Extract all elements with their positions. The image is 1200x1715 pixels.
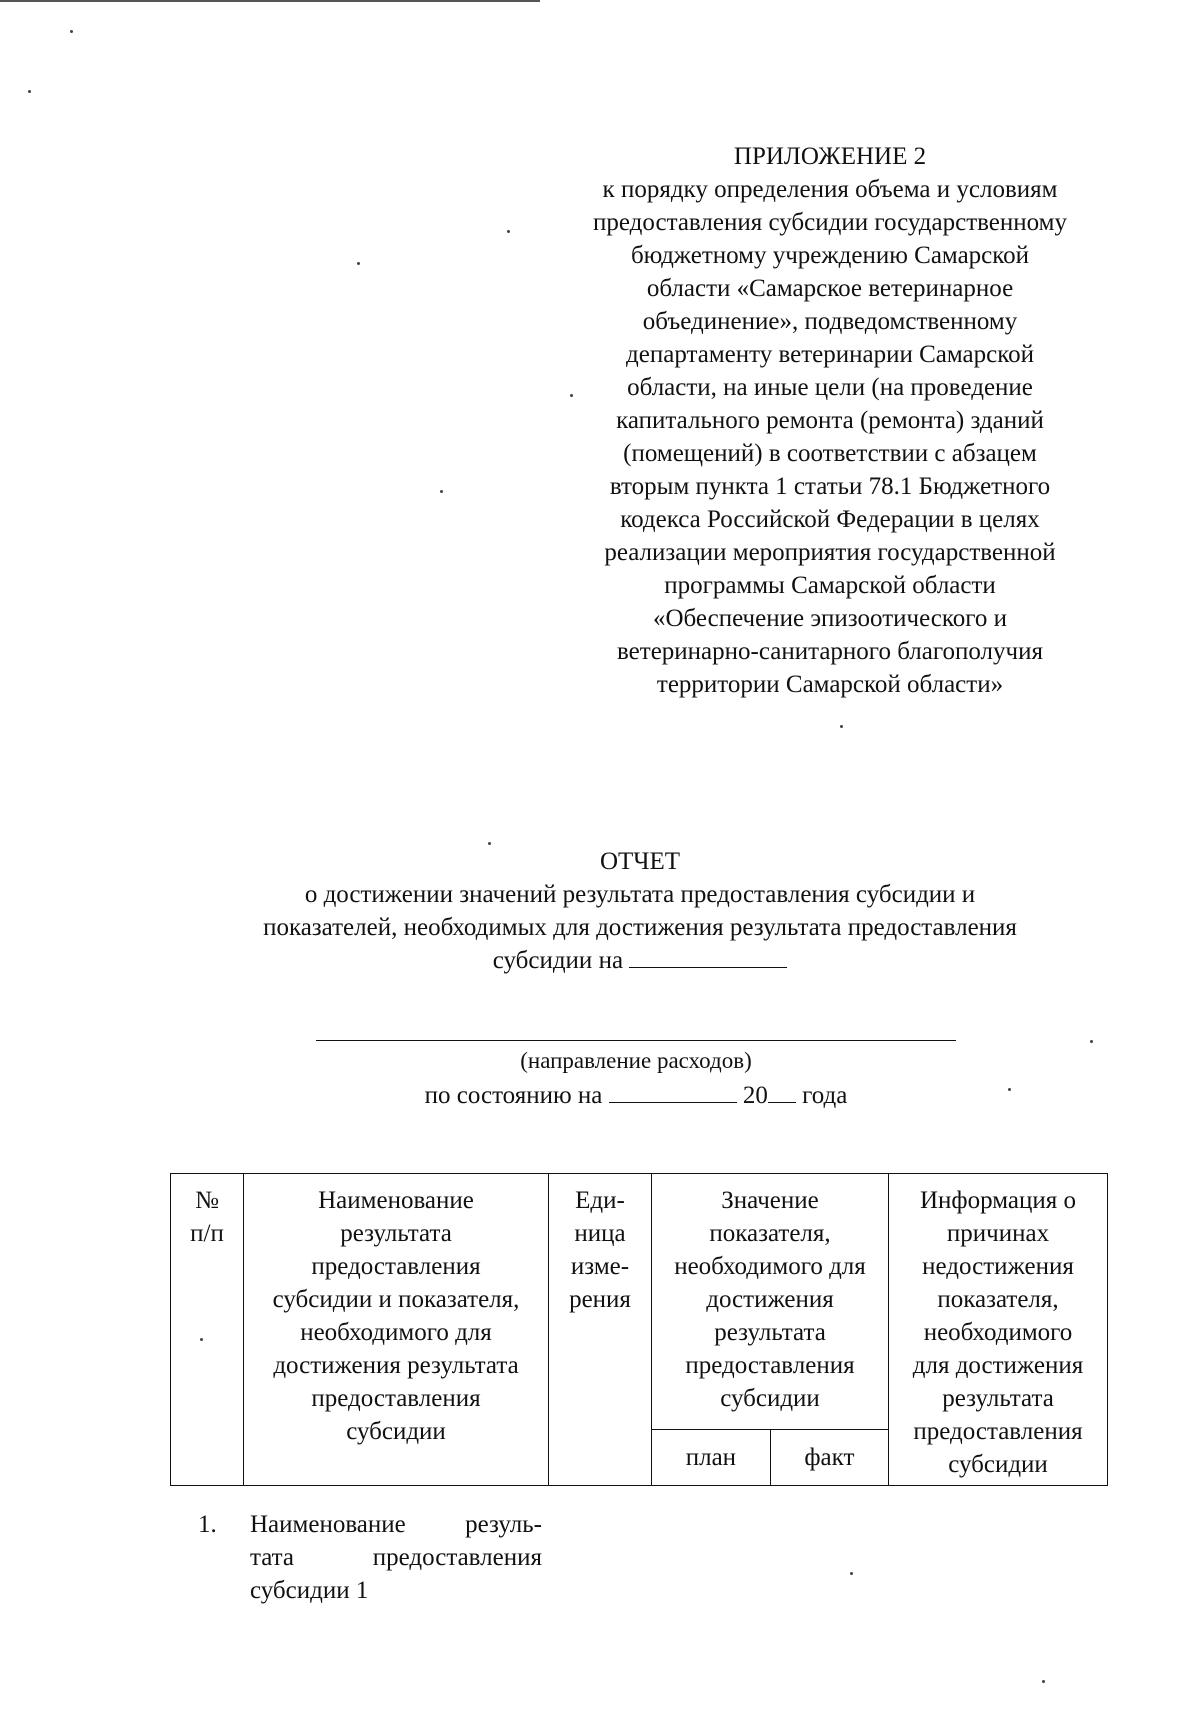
header-text: необходимого для — [674, 1253, 866, 1280]
header-plan: план — [652, 1429, 771, 1485]
appendix-line: бюджетному учреждению Самарской — [630, 242, 1030, 269]
scan-speck — [1008, 1088, 1011, 1091]
scan-speck — [28, 90, 31, 93]
header-text: предоставления — [685, 1352, 855, 1379]
header-text: для достижения — [912, 1352, 1084, 1379]
state-date-line — [316, 1080, 956, 1112]
header-text: достижения результата — [273, 1352, 519, 1379]
appendix-line: программы Самарской области — [664, 572, 996, 599]
scan-speck — [1042, 1680, 1045, 1683]
state-year-blank-field[interactable] — [768, 1080, 796, 1103]
state-date-blank-field[interactable] — [609, 1080, 737, 1103]
appendix-line: объединение», подведомственному — [642, 308, 1018, 335]
state-year-prefix: 20 — [742, 1082, 768, 1109]
state-prefix: по состоянию на — [424, 1082, 603, 1109]
report-subsidy-label: субсидии на — [492, 947, 624, 974]
header-text: Информация о — [919, 1187, 1076, 1214]
appendix-line: предоставления субсидии государственному — [593, 209, 1067, 236]
header-text: необходимого — [923, 1319, 1073, 1346]
appendix-line: кодекса Российской Федерации в целях — [620, 506, 1040, 533]
header-text: субсидии — [346, 1418, 446, 1445]
scan-speck — [357, 262, 360, 265]
list-item-line: тата предоставления — [250, 1544, 542, 1571]
appendix-line: капитального ремонта (ремонта) зданий — [616, 407, 1044, 434]
list-item-number: 1. — [198, 1511, 217, 1538]
header-text: изме- — [570, 1253, 630, 1280]
appendix-line: (помещений) в соответствии с абзацем — [623, 440, 1037, 467]
report-subtitle-line: о достижении значений результата предоставления субсидии и — [304, 881, 976, 908]
header-info — [889, 1174, 1108, 1486]
header-text: Еди- — [575, 1187, 625, 1214]
report-heading — [160, 845, 1120, 977]
header-text: субсидии — [720, 1385, 820, 1412]
appendix-description — [540, 173, 1120, 701]
scan-speck — [840, 725, 843, 728]
header-text: № — [195, 1187, 219, 1214]
header-unit — [549, 1174, 652, 1486]
header-text: предоставления — [913, 1418, 1083, 1445]
appendix-line: вторым пункта 1 статьи 78.1 Бюджетного — [609, 473, 1051, 500]
header-text: п/п — [190, 1220, 224, 1247]
appendix-line: к порядку определения объема и условиям — [602, 176, 1058, 203]
header-text: недостижения — [922, 1253, 1074, 1280]
header-num — [171, 1174, 244, 1486]
report-table — [170, 1173, 1108, 1486]
table-header-row — [171, 1174, 1108, 1430]
scan-speck — [850, 1572, 853, 1575]
appendix-line: территории Самарской области» — [656, 671, 1004, 698]
header-text: показателя, — [709, 1220, 831, 1247]
header-text: результата — [340, 1220, 452, 1247]
scan-speck — [1090, 1040, 1093, 1043]
appendix-line: области «Самарское ветеринарное — [646, 275, 1014, 302]
header-text: Значение — [721, 1187, 819, 1214]
appendix-line: ветеринарно-санитарного благополучия — [617, 638, 1043, 665]
header-text: ница — [574, 1220, 626, 1247]
appendix-line: реализации мероприятия государственной — [604, 539, 1056, 566]
list-item-text — [250, 1508, 542, 1607]
header-text: предоставления — [311, 1253, 481, 1280]
header-value — [652, 1174, 889, 1430]
header-text: рения — [569, 1286, 631, 1313]
header-text: Наименование — [318, 1187, 474, 1214]
direction-caption: (направление расходов) — [520, 1048, 752, 1073]
report-subtitle-line: показателей, необходимых для достижения результата предоставления — [263, 914, 1017, 941]
report-title: ОТЧЕТ — [599, 848, 681, 875]
subsidy-blank-field[interactable] — [629, 945, 787, 968]
scan-top-edge — [0, 0, 540, 2]
appendix-header — [540, 140, 1120, 701]
scan-speck — [70, 30, 73, 33]
header-text: достижения — [706, 1286, 834, 1313]
header-text: показателя, — [937, 1286, 1059, 1313]
appendix-title: ПРИЛОЖЕНИЕ 2 — [733, 143, 927, 170]
direction-blank-field[interactable] — [316, 1040, 956, 1041]
scan-speck — [507, 230, 510, 233]
appendix-line: области, на иные цели (на проведение — [627, 374, 1033, 401]
appendix-line: «Обеспечение эпизоотического и — [652, 605, 1008, 632]
header-text: причинах — [946, 1220, 1050, 1247]
header-text: результата — [714, 1319, 826, 1346]
header-text: результата — [942, 1385, 1054, 1412]
header-name — [244, 1174, 549, 1486]
scan-speck — [440, 490, 443, 493]
list-item-line: субсидии 1 — [250, 1577, 369, 1604]
header-text: необходимого для — [300, 1319, 492, 1346]
header-fact: факт — [770, 1429, 888, 1485]
header-text: предоставления — [311, 1385, 481, 1412]
header-text: субсидии — [948, 1451, 1048, 1478]
appendix-line: департаменту ветеринарии Самарской — [626, 341, 1034, 368]
report-subtitle-line — [160, 944, 1120, 977]
state-suffix: года — [802, 1082, 848, 1109]
list-item-line: Наименование резуль- — [250, 1511, 542, 1538]
header-text: субсидии и показателя, — [272, 1286, 520, 1313]
